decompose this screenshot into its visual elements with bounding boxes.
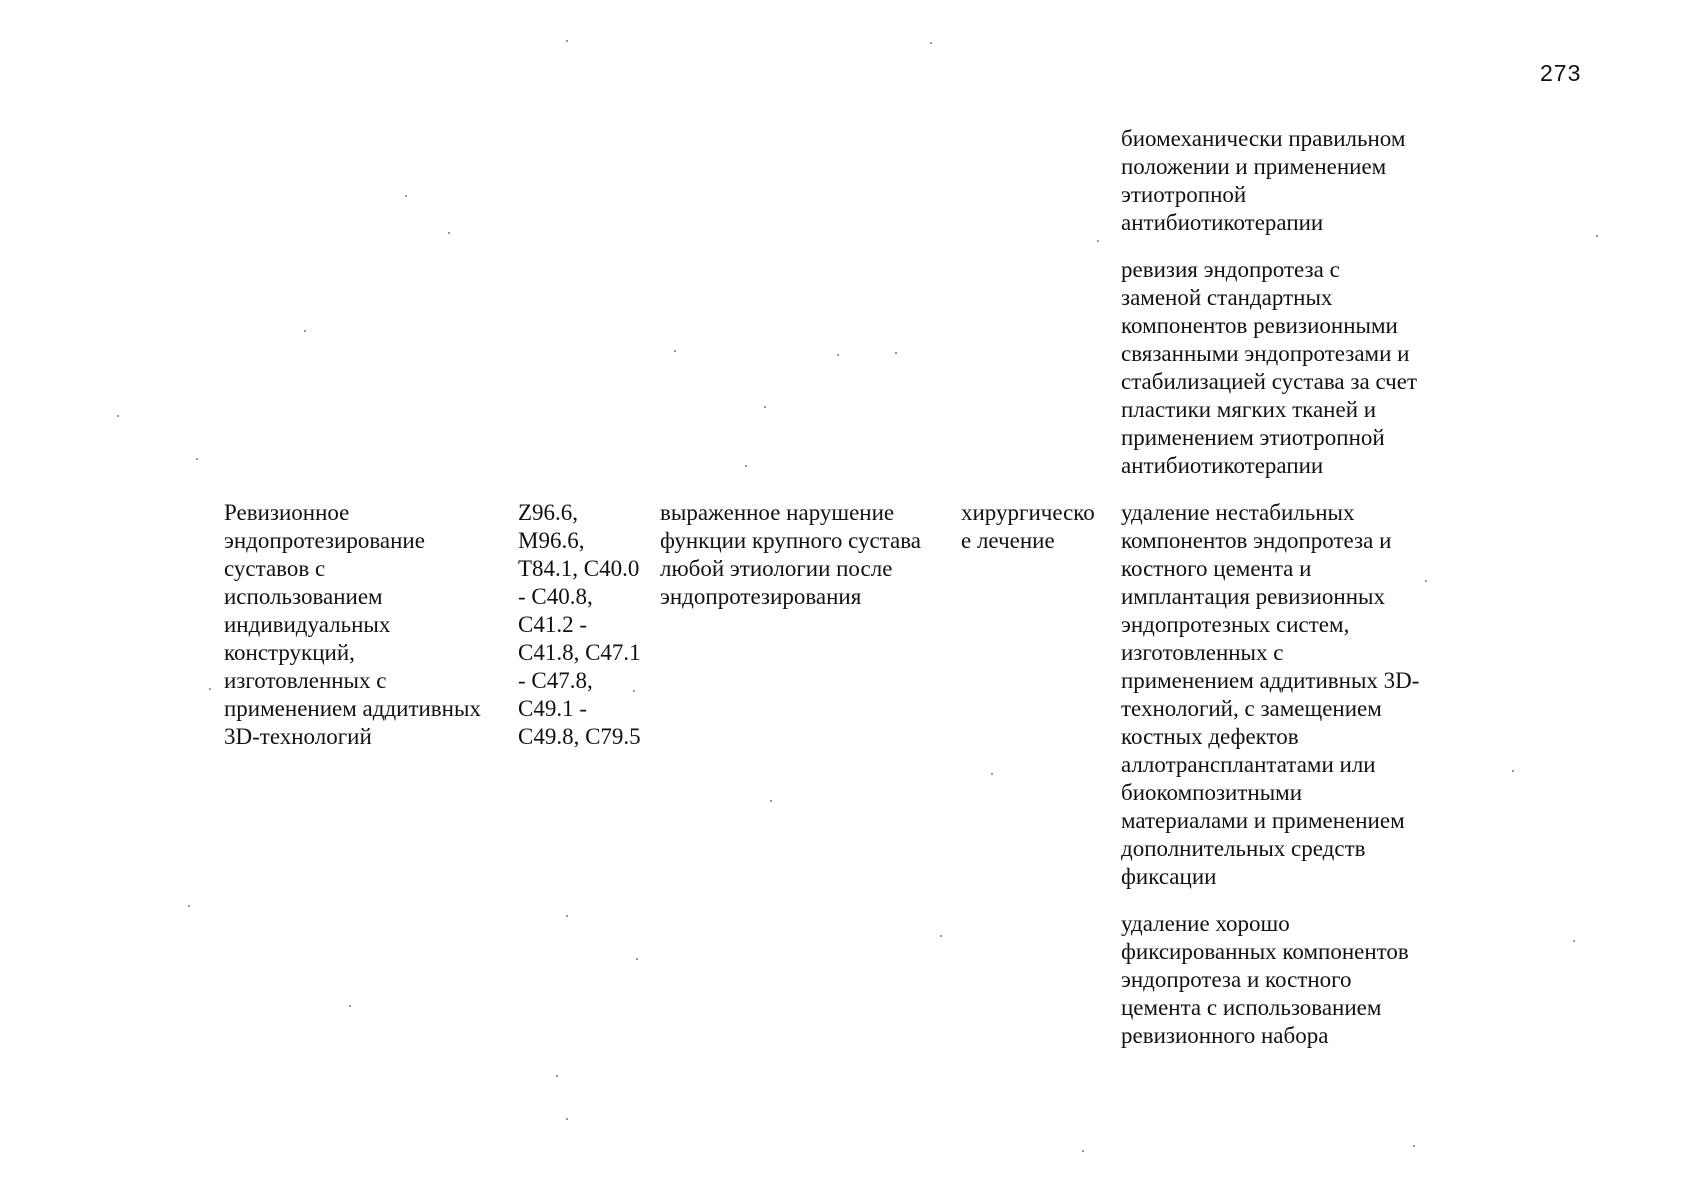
patient-model-cell: выраженное нарушение функции крупного сустава любой этиологии после эндопротезирования [660,500,922,609]
treatment-method-item: ревизия эндопротеза с заменой стандартных компонентов ревизионными связанными эндопротезами и стабилизацией сустава за счет пластики мягких тканей и применением этиотропной антибиотикотерапии [1121,257,1418,478]
scan-speck [1413,1145,1415,1147]
scan-speck [930,42,932,44]
scan-speck [1425,580,1427,582]
scan-speck [895,352,897,354]
treatment-method-item: удаление хорошо фиксированных компонентов эндопротеза и костного цемента с использованием ревизионного набора [1121,911,1409,1048]
scan-speck [764,406,766,408]
scan-speck [448,232,450,234]
treatment-type-cell: хирургическо е лечение [961,500,1095,553]
treatment-method-item: биомеханически правильном положении и применением этиотропной антибиотикотерапии [1121,126,1406,235]
scan-speck [940,935,942,937]
scan-speck [405,195,407,197]
scan-speck [991,773,993,775]
scan-speck [349,1005,351,1007]
scan-speck [117,415,119,417]
scan-speck [1512,770,1514,772]
scan-speck [674,350,676,352]
scan-speck [1573,940,1575,942]
scan-speck [636,958,638,960]
page-number: 273 [1540,60,1582,86]
scan-speck [566,1118,568,1120]
scan-speck [837,354,839,356]
scan-speck [566,915,568,917]
scan-speck [745,465,747,467]
scan-speck [770,800,772,802]
scan-speck [1097,240,1099,242]
scan-speck [566,40,568,42]
scan-speck [1596,235,1598,237]
procedure-name-cell: Ревизионное эндопротезирование суставов с использованием индивидуальных конструкций, изготовленных с применением аддитивных 3D-технологий [224,500,481,749]
scan-speck [209,688,211,690]
scan-speck [1082,1150,1084,1152]
treatment-method-item: удаление нестабильных компонентов эндопротеза и костного цемента и имплантация ревизионных эндопротезных систем, изготовленных с применением аддитивных 3D- технологий, с замещением костных дефектов аллотрансплантатами или биокомпозитными материалами и применением дополнительных средств фиксации [1121,500,1420,889]
scan-speck [196,458,198,460]
scan-speck [633,690,635,692]
scan-speck [304,330,306,332]
scan-speck [188,905,190,907]
scan-speck [556,1075,558,1077]
icd-codes-cell: Z96.6, M96.6, T84.1, C40.0 - C40.8, C41.2 - C41.8, C47.1 - C47.8, C49.1 - C49.8, C79.5 [518,500,641,749]
